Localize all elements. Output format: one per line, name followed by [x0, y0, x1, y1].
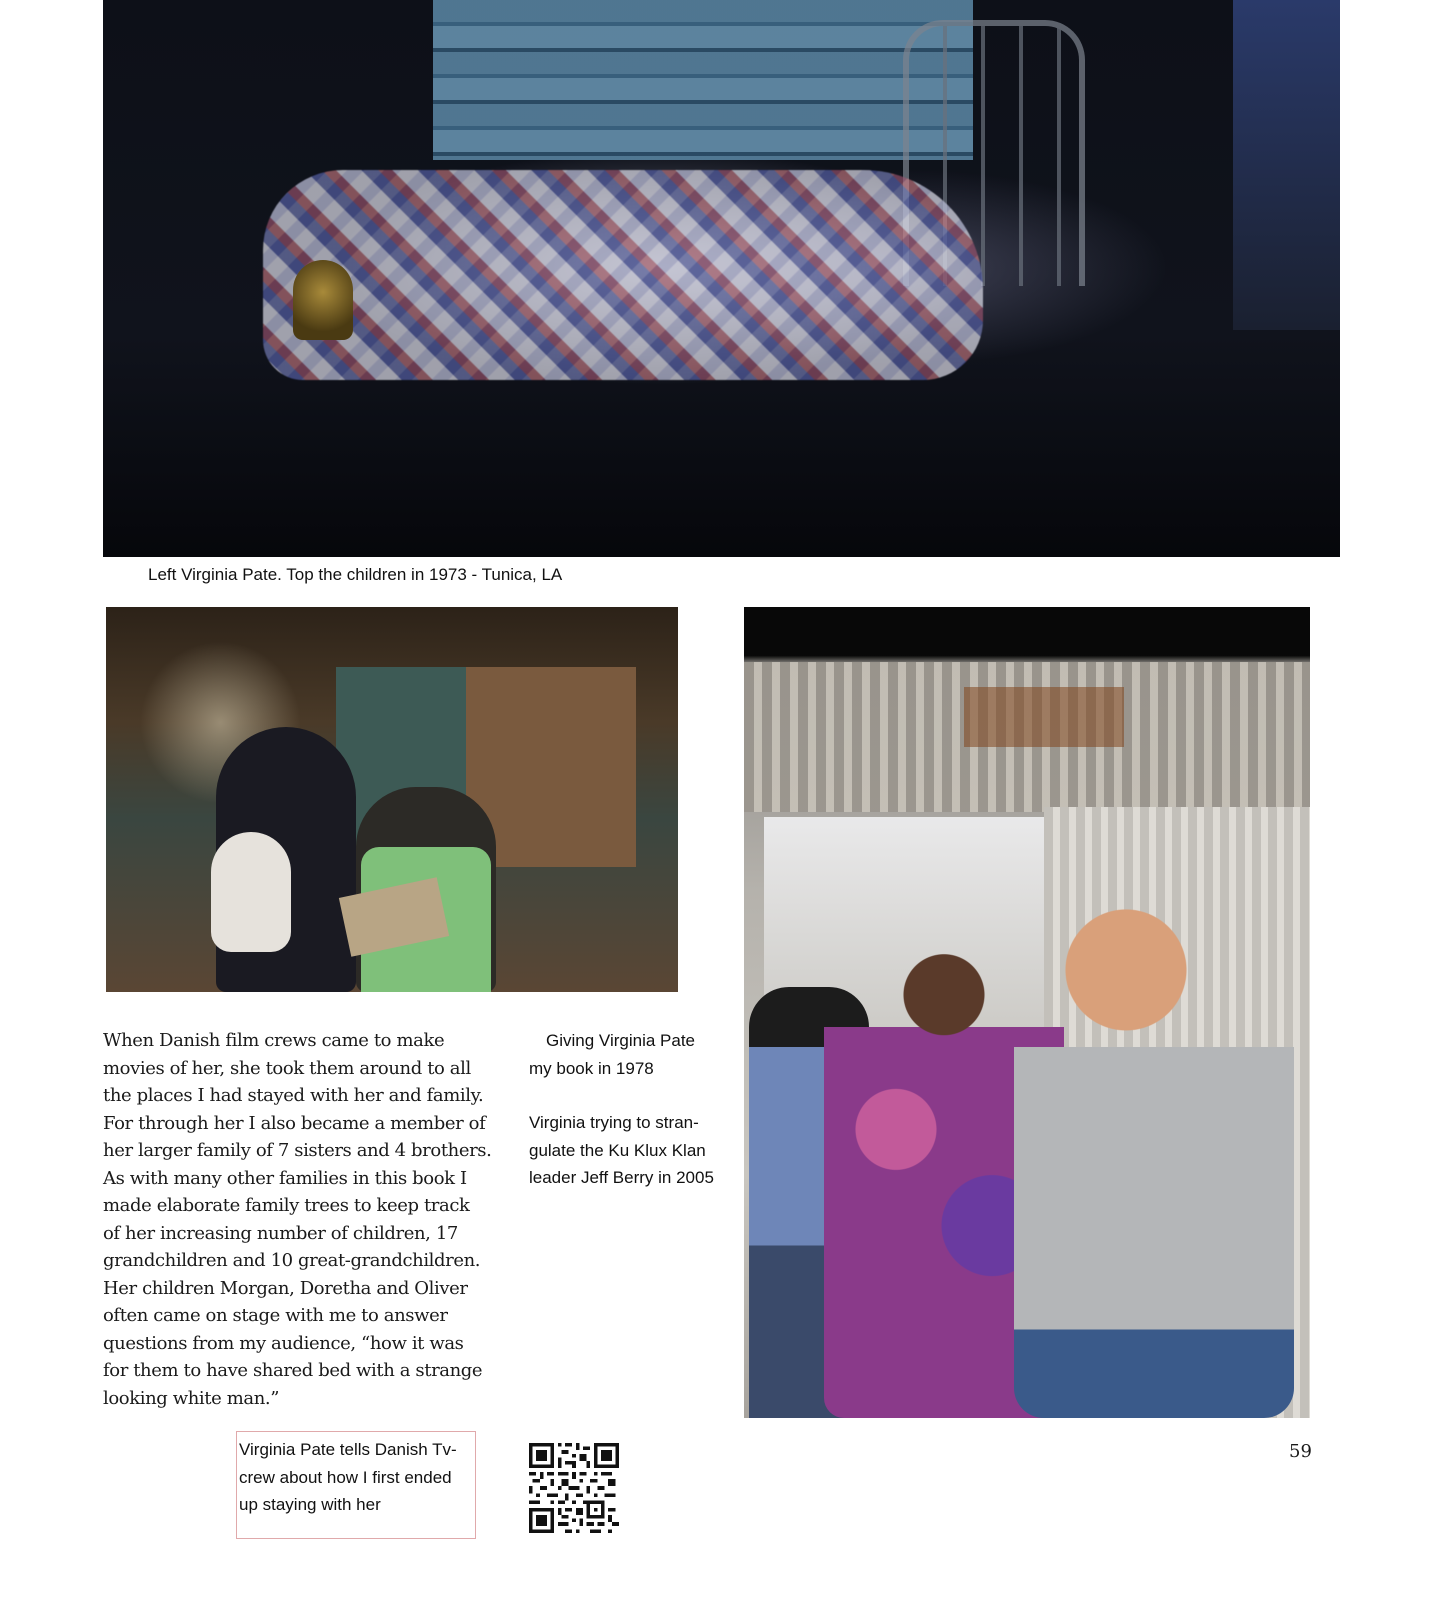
- caption-line: leader Jeff Berry in 2005: [529, 1168, 714, 1187]
- body-paragraph: [103, 1027, 503, 1412]
- photo-children-in-bed: [103, 0, 1340, 557]
- body-line: made elaborate family trees to keep track: [103, 1195, 470, 1216]
- quilt: [263, 170, 983, 380]
- photo-virginia-and-jeff-berry: [744, 607, 1310, 1418]
- oil-lamp: [293, 260, 353, 340]
- caption-line: my book in 1978: [529, 1058, 654, 1078]
- body-line: questions from my audience, “how it was: [103, 1332, 464, 1354]
- body-line: of her increasing number of children, 17: [103, 1222, 458, 1244]
- baby: [211, 832, 291, 952]
- body-line: For through her I also became a member of: [103, 1112, 486, 1134]
- body-line: grandchildren and 10 great-grandchildren.: [103, 1250, 481, 1271]
- caption-klan-leader: [529, 1109, 729, 1192]
- wooden-wall: [433, 0, 973, 160]
- body-line: movies of her, she took them around to all: [103, 1057, 471, 1079]
- caption-line: up staying with her: [239, 1495, 381, 1514]
- caption-giving-book: [529, 1027, 729, 1082]
- caption-line: Giving Virginia Pate: [546, 1031, 695, 1050]
- caption-top-photo: Left Virginia Pate. Top the children in 1973 - Tunica, LA: [148, 565, 563, 584]
- caption-line: crew about how I first ended: [239, 1467, 452, 1487]
- wall-quilt: [1233, 0, 1340, 330]
- body-line: looking white man.”: [103, 1387, 280, 1409]
- rust-patch: [964, 687, 1124, 747]
- body-line: Her children Morgan, Doretha and Oliver: [103, 1277, 468, 1299]
- caption-line: gulate the Ku Klux Klan: [529, 1140, 706, 1160]
- caption-line: Virginia trying to stran-: [529, 1113, 699, 1132]
- body-line: the places I had stayed with her and family.: [103, 1085, 484, 1106]
- photo-giving-book: [106, 607, 678, 992]
- qr-code-icon[interactable]: [529, 1443, 619, 1533]
- jeff-berry: [1014, 897, 1294, 1418]
- body-line: often came on stage with me to answer: [103, 1305, 448, 1326]
- body-line: When Danish film crews came to make: [103, 1030, 445, 1051]
- body-line: for them to have shared bed with a strange: [103, 1360, 483, 1381]
- caption-line: Virginia Pate tells Danish Tv-: [239, 1440, 457, 1459]
- body-line: her larger family of 7 sisters and 4 brothers.: [103, 1140, 492, 1161]
- qr-video-caption[interactable]: [236, 1431, 476, 1539]
- page-number: 59: [1289, 1441, 1312, 1462]
- body-line: As with many other families in this book I: [103, 1167, 467, 1189]
